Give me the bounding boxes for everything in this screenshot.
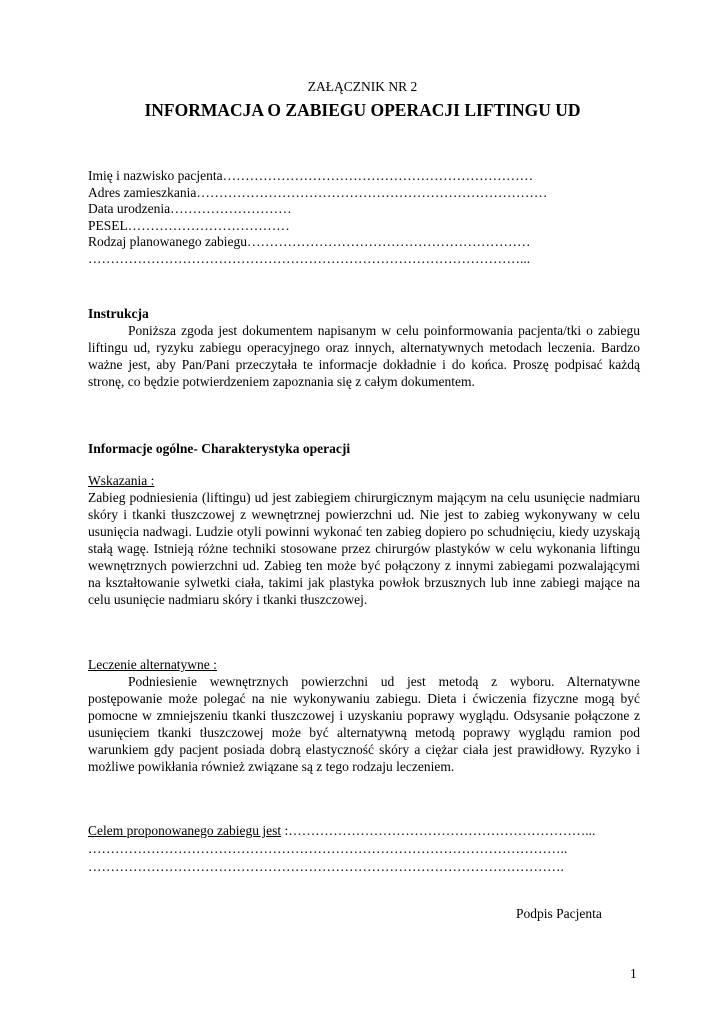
instruction-section [88, 305, 640, 390]
annex-number: ZAŁĄCZNIK NR 2 [307, 79, 418, 94]
purpose-fill: :…………………………………………………………... [284, 823, 596, 838]
address-field: Adres zamieszkania…………………………………………………………………… [88, 184, 548, 200]
general-heading: Informacje ogólne- Charakterystyka operacji [88, 441, 351, 456]
purpose-line-3: ……………………………………………………………………………………………. [88, 859, 564, 874]
purpose-line-2: …………………………………………………………………………………………….. [88, 841, 568, 856]
alternative-label: Leczenie alternatywne : [88, 657, 217, 672]
purpose-label: Celem proponowanego zabiegu jest [88, 823, 282, 838]
instruction-heading: Instrukcja [88, 306, 149, 321]
patient-fields [88, 168, 547, 267]
indications-label: Wskazania : [88, 473, 155, 488]
birth-date-field: Data urodzenia……………………… [88, 201, 292, 216]
document-title: INFORMACJA O ZABIEGU OPERACJI LIFTINGU UD [144, 100, 581, 120]
alternative-text: Podniesienie wewnętrznych powierzchni ud jest metodą z wyboru. Alternatywne postępowanie może polegać na nie wykonywaniu zabiegu. Dieta i ćwiczenia fizyczne mogą być pomocne w zmniejszeniu tkanki tłuszczowej i uzyskaniu poprawy wyglądu. Odsysanie połączone z usunięciem tkanki tłuszczowej może być alternatywną metodą poprawy wyglądu ramion pod warunkiem gdy pacjent posiada dobrą elastyczność skóry a ciężar ciała jest prawidłowy. Ryzyko i możliwe powikłania również związane są z tego rodzaju leczeniem. [88, 674, 640, 774]
purpose-first-line [88, 822, 595, 840]
alternative-section [88, 656, 640, 775]
procedure-type-continuation: ……………………………………………………………………………………... [88, 250, 531, 266]
patient-signature-label: Podpis Pacjenta [516, 906, 602, 921]
instruction-text: Poniższa zgoda jest dokumentem napisanym w celu poinformowania pacjenta/tki o zabiegu liftingu ud, ryzyku zabiegu operacyjnego oraz innych, alternatywnych metodach leczenia. Bardzo ważne jest, aby Pan/Pani przeczytała te informacje dokładnie i do końca. Proszę podpisać każdą stronę, co będzie potwierdzeniem zapoznania się z całym dokumentem. [88, 323, 640, 389]
indications-section [88, 472, 640, 608]
patient-name-field: Imię i nazwisko pacjenta…………………………………………………………… [88, 168, 534, 183]
pesel-field: PESEL……………………………… [88, 217, 290, 233]
purpose-section [88, 822, 595, 876]
page-number: 1 [630, 966, 637, 981]
procedure-type-field: Rodzaj planowanego zabiegu……………………………………………………… [88, 234, 531, 249]
general-section [88, 440, 640, 457]
indications-text: Zabieg podniesienia (liftingu) ud jest zabiegiem chirurgicznym mającym na celu usunięcie nadmiaru skóry i tkanki tłuszczowej z wewnętrznej powierzchni ud. Nie jest to zabieg wykonywany w celu usunięcia nadwagi. Ludzie otyli powinni wykonać ten zabieg dopiero po schudnięciu, kiedy uzyskają stałą wagę. Istnieją różne techniki stosowane przez chirurgów plastyków w celu wykonania liftingu wewnętrznych powierzchni ud. Zabieg ten może być połączony z innymi zabiegami pozwalającymi na kształtowanie sylwetki ciała, takimi jak plastyka powłok brzusznych lub inne zabiegi mające na celu usunięcie nadmiaru skóry i tkanki tłuszczowej. [88, 490, 640, 607]
